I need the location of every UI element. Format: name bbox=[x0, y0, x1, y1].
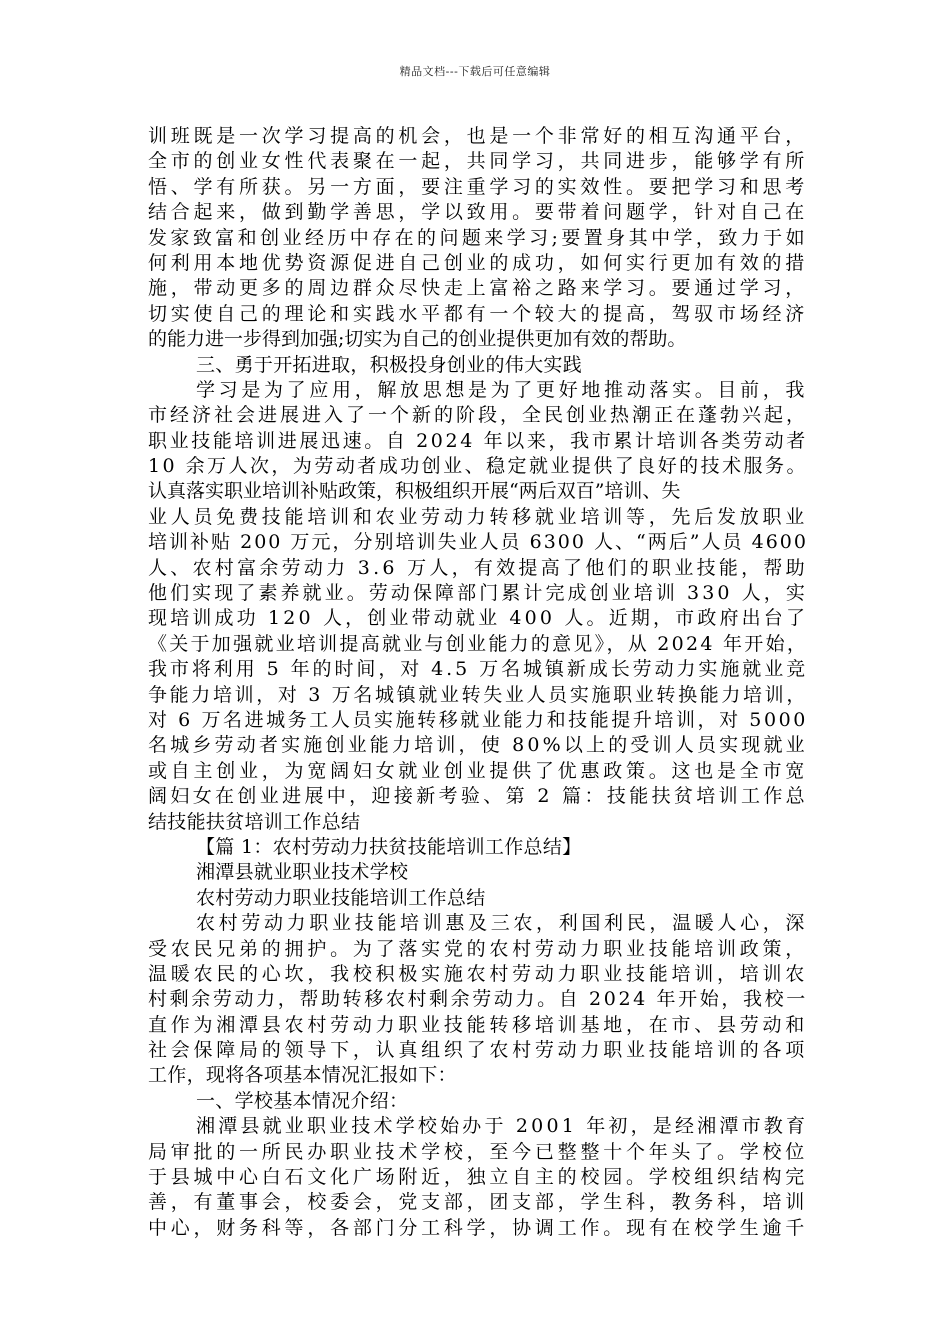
text-line: 学习是为了应用，解放思想是为了更好地推动落实。目前，我 bbox=[196, 378, 808, 401]
text-line: 职业技能培训进展迅速。自 2024 年以来，我市累计培训各类劳动者 bbox=[148, 429, 808, 452]
text-line: 10 余万人次，为劳动者成功创业、稳定就业提供了良好的技术服务。 bbox=[148, 455, 808, 478]
text-line: 人、农村富余劳动力 3.6 万人，有效提高了他们的职业技能，帮助 bbox=[148, 556, 808, 579]
text-line: 名城乡劳动者实施创业能力培训，使 80%以上的受训人员实现就业 bbox=[148, 734, 808, 757]
text-line: 结合起来，做到勤学善思，学以致用。要带着问题学，针对自己在 bbox=[148, 201, 808, 224]
text-line: 善，有董事会，校委会，党支部，团支部，学生科，教务科，培训 bbox=[148, 1191, 808, 1214]
text-line: 他们实现了素养就业。劳动保障部门累计完成创业培训 330 人，实 bbox=[148, 582, 808, 605]
text-line: 悟、学有所获。另一方面，要注重学习的实效性。要把学习和思考 bbox=[148, 175, 808, 198]
text-line: 中心，财务科等，各部门分工科学，协调工作。现有在校学生逾千 bbox=[148, 1216, 808, 1239]
text-line: 认真落实职业培训补贴政策，积极组织开展“两后双百”培训、失 bbox=[148, 480, 681, 503]
text-line: 全市的创业女性代表聚在一起，共同学习，共同进步，能够学有所 bbox=[148, 150, 808, 173]
text-line: 一、学校基本情况介绍： bbox=[196, 1089, 409, 1112]
text-line: 【篇 1：农村劳动力扶贫技能培训工作总结】 bbox=[196, 835, 582, 858]
text-line: 社会保障局的领导下，认真组织了农村劳动力职业技能培训的各项 bbox=[148, 1039, 808, 1062]
text-line: 阔妇女在创业进展中，迎接新考验、第 2 篇：技能扶贫培训工作总 bbox=[148, 785, 808, 808]
text-line: 我市将利用 5 年的时间，对 4.5 万名城镇新成长劳动力实施就业竞 bbox=[148, 658, 808, 681]
text-line: 现培训成功 120 人，创业带动就业 400 人。近期，市政府出台了 bbox=[148, 607, 808, 630]
text-line: 农村劳动力职业技能培训工作总结 bbox=[196, 886, 486, 909]
text-line: 于县城中心白石文化广场附近，独立自主的校园。学校组织结构完 bbox=[148, 1166, 808, 1189]
text-line: 村剩余劳动力，帮助转移农村剩余劳动力。自 2024 年开始，我校一 bbox=[148, 988, 808, 1011]
page-header: 精品文档---下载后可任意编辑 bbox=[399, 65, 551, 78]
text-line: 受农民兄弟的拥护。为了落实党的农村劳动力职业技能培训政策， bbox=[148, 937, 808, 960]
text-line: 发家致富和创业经历中存在的问题来学习;要置身其中学，致力于如 bbox=[148, 226, 808, 249]
text-line: 温暖农民的心坎，我校积极实施农村劳动力职业技能培训，培训农 bbox=[148, 962, 808, 985]
text-line: 施，带动更多的周边群众尽快走上富裕之路来学习。要通过学习， bbox=[148, 277, 808, 300]
text-line: 训班既是一次学习提高的机会，也是一个非常好的相互沟通平台， bbox=[148, 125, 808, 147]
text-line: 直作为湘潭县农村劳动力职业技能转移培训基地，在市、县劳动和 bbox=[148, 1013, 808, 1036]
text-line: 市经济社会进展进入了一个新的阶段，全民创业热潮正在蓬勃兴起， bbox=[148, 404, 808, 427]
text-line: 工作，现将各项基本情况汇报如下： bbox=[148, 1064, 457, 1087]
text-line: 农村劳动力职业技能培训惠及三农，利国利民，温暖人心，深 bbox=[196, 912, 808, 935]
text-line: 切实使自己的理论和实践水平都有一个较大的提高，驾驭市场经济 bbox=[148, 302, 808, 325]
text-line: 何利用本地优势资源促进自己创业的成功，如何实行更加有效的措 bbox=[148, 251, 808, 274]
text-line: 培训补贴 200 万元，分别培训失业人员 6300 人、“两后”人员 4600 bbox=[148, 531, 808, 554]
text-line: 结技能扶贫培训工作总结 bbox=[148, 810, 361, 833]
text-line: 湘潭县就业职业技术学校始办于 2001 年初，是经湘潭市教育 bbox=[196, 1115, 808, 1138]
text-line: 业人员免费技能培训和农业劳动力转移就业培训等，先后发放职业 bbox=[148, 505, 808, 528]
text-line: 三、勇于开拓进取，积极投身创业的伟大实践 bbox=[196, 353, 583, 376]
text-line: 对 6 万名进城务工人员实施转移就业能力和技能提升培训，对 5000 bbox=[148, 708, 808, 731]
text-line: 或自主创业，为宽阔妇女就业创业提供了优惠政策。这也是全市宽 bbox=[148, 759, 808, 782]
document-body bbox=[148, 124, 808, 1241]
text-line: 的能力进一步得到加强;切实为自己的创业提供更加有效的帮助。 bbox=[148, 328, 687, 351]
text-line: 局审批的一所民办职业技术学校，至今已整整十个年头了。学校位 bbox=[148, 1140, 808, 1163]
text-line: 湘潭县就业职业技术学校 bbox=[196, 861, 409, 884]
text-line: 争能力培训，对 3 万名城镇就业转失业人员实施职业转换能力培训， bbox=[148, 683, 808, 706]
text-line: 《关于加强就业培训提高就业与创业能力的意见》，从 2024 年开始， bbox=[148, 632, 808, 655]
